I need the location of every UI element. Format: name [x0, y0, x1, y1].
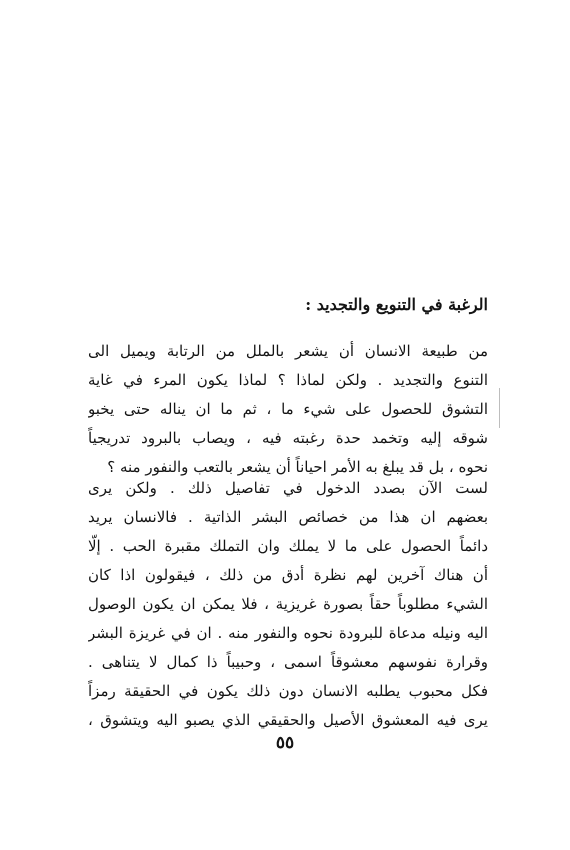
- section-heading: الرغبة في التنويع والتجديد :: [305, 295, 488, 314]
- text-line: شوقه إليه وتخمد حدة رغبته فيه ، ويصاب بالبرود تدريجياً: [88, 429, 488, 447]
- text-line: وقرارة نفوسهم معشوقاً اسمى ، وحبيباً ذا كمال لا يتناهى .: [88, 653, 488, 671]
- text-line: التنوع والتجديد . ولكن لماذا ؟ لماذا يكون المرء في غاية: [88, 371, 488, 389]
- text-line: فكل محبوب يطلبه الانسان دون ذلك يكون في الحقيقة رمزاً: [88, 682, 488, 700]
- text-line: التشوق للحصول على شيء ما ، ثم ما ان يناله حتى يخبو: [88, 400, 488, 418]
- text-line: لست الآن بصدد الدخول في تفاصيل ذلك . ولكن يرى: [88, 479, 488, 497]
- paragraph-2: [88, 474, 488, 735]
- page-number: ٥٥: [275, 733, 295, 753]
- text-line: الشيء مطلوباً حقاً بصورة غريزية ، فلا يمكن ان يكون الوصول: [88, 595, 488, 613]
- text-line: يرى فيه المعشوق الأصيل والحقيقي الذي يصبو اليه ويتشوق ،: [88, 711, 488, 729]
- paragraph-1: [88, 337, 488, 482]
- text-line: بعضهم ان هذا من خصائص البشر الذاتية . فالانسان يريد: [88, 508, 488, 526]
- scan-artifact: [499, 388, 500, 428]
- text-line: دائماً الحصول على ما لا يملك وان التملك مقبرة الحب . إلّا: [88, 537, 488, 555]
- text-line: من طبيعة الانسان أن يشعر بالملل من الرتابة ويميل الى: [88, 342, 488, 360]
- text-line: اليه ونيله مدعاة للبرودة نحوه والنفور منه . ان في غريزة البشر: [88, 624, 488, 642]
- text-line: أن هناك آخرين لهم نظرة أدق من ذلك ، فيقولون اذا كان: [88, 566, 488, 584]
- text-line: نحوه ، بل قد يبلغ به الأمر احياناً أن يشعر بالتعب والنفور منه ؟: [107, 458, 488, 476]
